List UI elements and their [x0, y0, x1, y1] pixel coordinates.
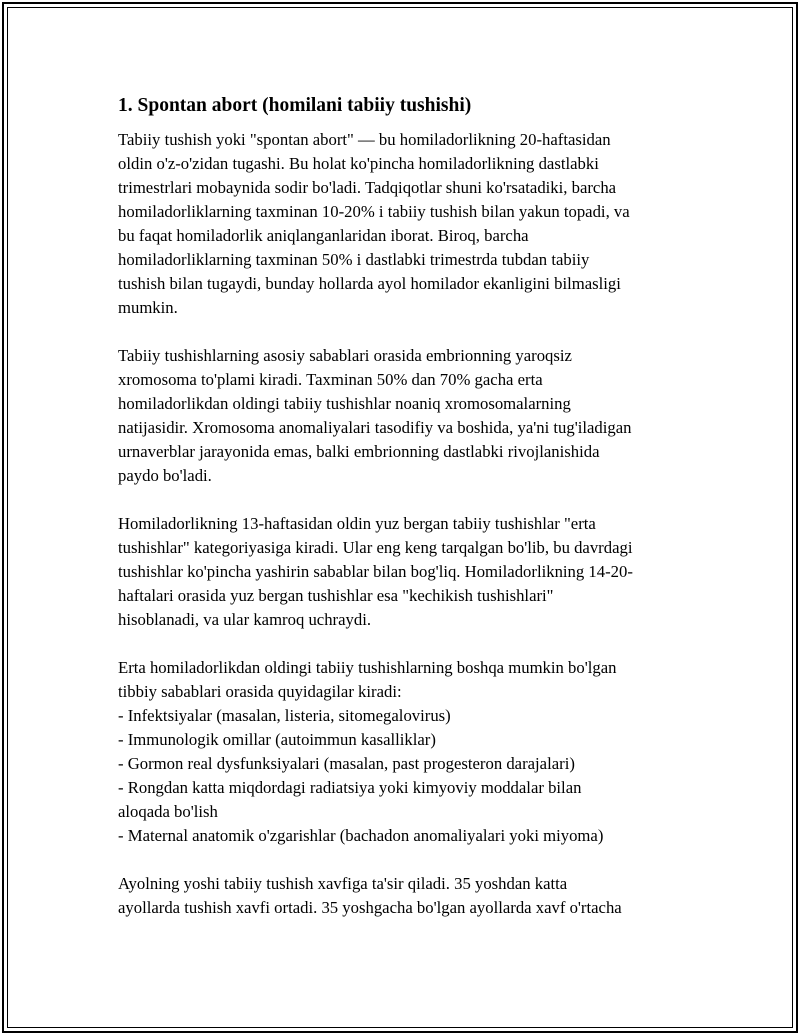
text-line: tushishlar" kategoriyasiga kiradi. Ular eng keng tarqalgan bo'lib, bu davrdagi — [118, 538, 633, 557]
text-line: Tabiiy tushish yoki "spontan abort" — bu homiladorlikning 20-haftasidan — [118, 130, 611, 149]
text-line: Homiladorlikning 13-haftasidan oldin yuz bergan tabiiy tushishlar "erta — [118, 514, 596, 533]
text-line: hisoblanadi, va ular kamroq uchraydi. — [118, 610, 372, 629]
text-line: Erta homiladorlikdan oldingi tabiiy tushishlarning boshqa mumkin bo'lgan — [118, 658, 617, 677]
text-line: - Infektsiyalar (masalan, listeria, sitomegalovirus) — [118, 706, 451, 725]
text-line: haftalari orasida yuz bergan tushishlar esa "kechikish tushishlari" — [118, 586, 554, 605]
text-line: trimestrlari mobaynida sodir bo'ladi. Tadqiqotlar shuni ko'rsatadiki, barcha — [118, 178, 617, 197]
text-line: homiladorliklarning taxminan 50% i dastlabki trimestrda tubdan tabiiy — [118, 250, 590, 269]
text-line: tushishlar ko'pincha yashirin sabablar bilan bog'liq. Homiladorlikning 14-20- — [118, 562, 633, 581]
paragraph — [118, 344, 698, 488]
paragraph — [118, 656, 698, 848]
text-line: aloqada bo'lish — [118, 802, 218, 821]
text-line: ayollarda tushish xavfi ortadi. 35 yoshgacha bo'lgan ayollarda xavf o'rtacha — [118, 898, 622, 917]
text-line: homiladorliklarning taxminan 10-20% i tabiiy tushish bilan yakun topadi, va — [118, 202, 630, 221]
paragraph-container — [118, 128, 698, 920]
text-line: homiladorlikdan oldingi tabiiy tushishlar noaniq xromosomalarning — [118, 394, 571, 413]
text-line: tushish bilan tugaydi, bunday hollarda ayol homilador ekanligini bilmasligi — [118, 274, 621, 293]
text-line: paydo bo'ladi. — [118, 466, 212, 485]
text-line: Ayolning yoshi tabiiy tushish xavfiga ta'sir qiladi. 35 yoshdan katta — [118, 874, 568, 893]
text-line: - Maternal anatomik o'zgarishlar (bachadon anomaliyalari yoki miyoma) — [118, 826, 604, 845]
text-line: xromosoma to'plami kiradi. Taxminan 50% dan 70% gacha erta — [118, 370, 543, 389]
text-line: mumkin. — [118, 298, 178, 317]
text-line: bu faqat homiladorlik aniqlanganlaridan iborat. Biroq, barcha — [118, 226, 529, 245]
text-line: urnaverblar jarayonida emas, balki embrionning dastlabki rivojlanishida — [118, 442, 600, 461]
paragraph — [118, 512, 698, 632]
text-line: - Gormon real dysfunksiyalari (masalan, past progesteron darajalari) — [118, 754, 575, 773]
paragraph — [118, 128, 698, 320]
text-line: - Immunologik omillar (autoimmun kasalliklar) — [118, 730, 436, 749]
text-line: tibbiy sabablari orasida quyidagilar kiradi: — [118, 682, 402, 701]
text-line: Tabiiy tushishlarning asosiy sabablari orasida embrionning yaroqsiz — [118, 346, 572, 365]
text-line: - Rongdan katta miqdordagi radiatsiya yoki kimyoviy moddalar bilan — [118, 778, 582, 797]
document-body — [118, 92, 698, 944]
paragraph — [118, 872, 698, 920]
section-heading: 1. Spontan abort (homilani tabiiy tushishi) — [118, 95, 472, 116]
text-line: natijasidir. Xromosoma anomaliyalari tasodifiy va boshida, ya'ni tug'iladigan — [118, 418, 632, 437]
text-line: oldin o'z-o'zidan tugashi. Bu holat ko'pincha homiladorlikning dastlabki — [118, 154, 599, 173]
